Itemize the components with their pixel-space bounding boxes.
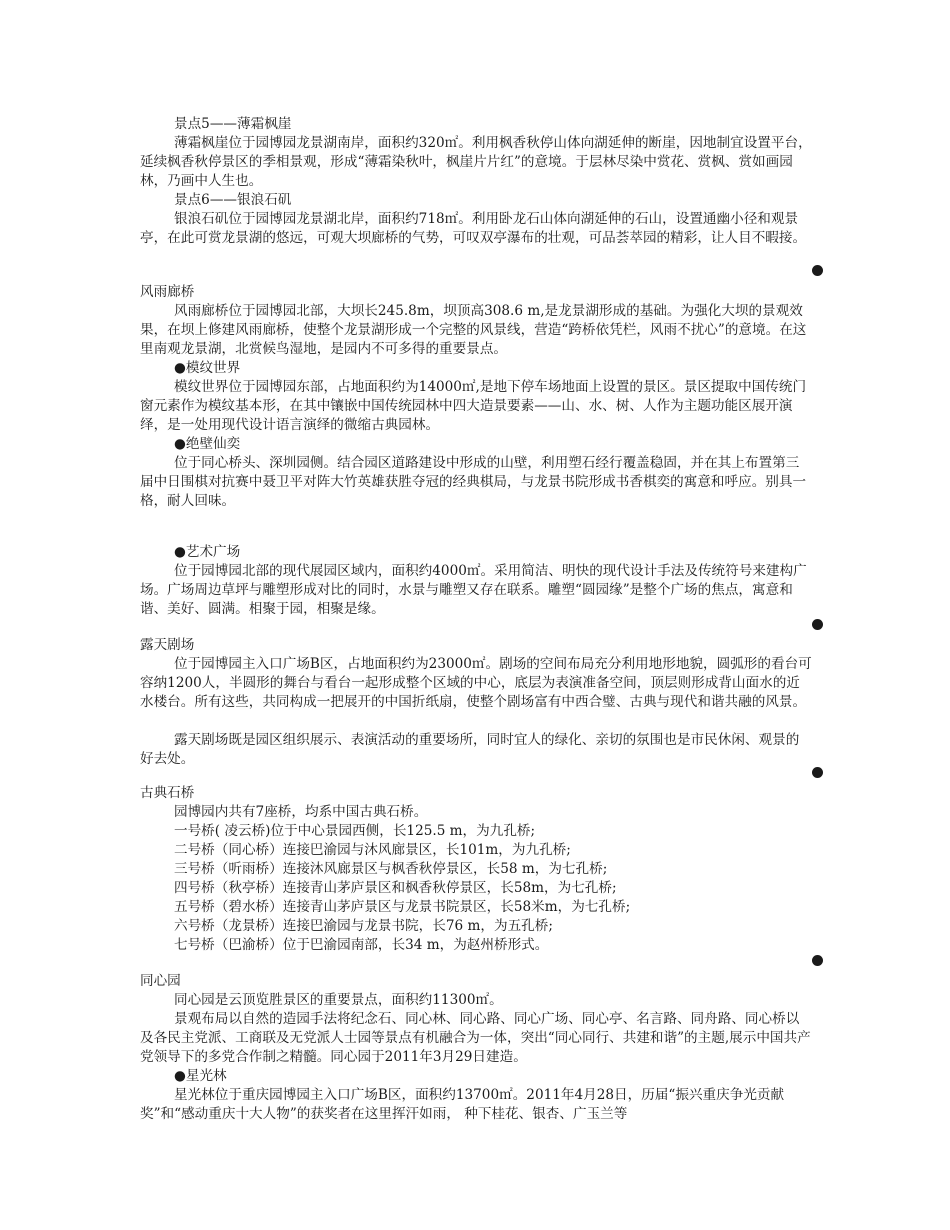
section-body-yi-shu: 位于园博园北部的现代展园区域内，面积约4000㎡。采用简洁、明快的现代设计手法及传统符号来建构广场。广场周边草坪与雕塑形成对比的同时，水景与雕塑又存在联系。雕塑“圆园缘”是整个广场的焦点，寓意和谐、美好、圆满。相聚于园，相聚是缘。: [140, 563, 807, 618]
bridge-item: 二号桥（同心桥）连接巴渝园与沐风廊景区，长101m，为九孔桥;: [174, 842, 571, 858]
section-title-bao-shuang: 景点5——薄霜枫崖: [174, 116, 292, 132]
section-title-lu-tian: 露天剧场: [140, 637, 195, 653]
section-body-gu-dian-intro: 园博园内共有7座桥，均系中国古典石桥。: [174, 804, 428, 820]
bullet-dot-marker: [812, 767, 823, 778]
bullet-dot-marker: [812, 619, 823, 630]
bridge-item: 五号桥（碧水桥）连接青山茅庐景区与龙景书院景区，长58米m，为七孔桥;: [174, 899, 631, 915]
section-body-xing-guang: 星光林位于重庆园博园主入口广场B区，面积约13700㎡。2011年4月28日，历届“振兴重庆争光贡献奖”和“感动重庆十大人物”的获奖者在这里挥汗如雨， 种下桂花、银杏、广玉兰等: [140, 1087, 785, 1123]
section-body-tong-xin-1: 同心园是云顶览胜景区的重要景点，面积约11300㎡。: [174, 992, 503, 1008]
section-title-jue-bi: ●绝壁仙奕: [174, 436, 241, 452]
section-title-xing-guang: ●星光林: [174, 1068, 227, 1084]
section-body-feng-yu: 风雨廊桥位于园博园北部，大坝长245.8m，坝顶高308.6 m,是龙景湖形成的基础。为强化大坝的景观效果，在坝上修建风雨廊桥，使整个龙景湖形成一个完整的风景线，营造“跨桥依凭栏，风雨不扰心”的意境。在这里南观龙景湖，北赏候鸟湿地，是园内不可多得的重要景点。: [140, 303, 807, 358]
section-body-lu-tian-2: 露天剧场既是园区组织展示、表演活动的重要场所，同时宜人的绿化、亲切的氛围也是市民休闲、观景的好去处。: [140, 732, 800, 768]
section-title-yin-lang: 景点6——银浪石矶: [174, 192, 292, 208]
bridge-item: 一号桥( 凌云桥)位于中心景园西侧，长125.5 m，为九孔桥;: [174, 823, 536, 839]
section-title-tong-xin: 同心园: [140, 973, 181, 989]
bullet-dot-marker: [812, 955, 823, 966]
bridge-item: 六号桥（龙景桥）连接巴渝园与龙景书院，长76 m，为五孔桥;: [174, 918, 553, 934]
bridge-item: 七号桥（巴渝桥）位于巴渝园南部，长34 m，为赵州桥形式。: [174, 937, 549, 953]
section-title-gu-dian: 古典石桥: [140, 785, 195, 801]
bullet-dot-marker: [812, 265, 823, 276]
section-body-yin-lang: 银浪石矶位于园博园龙景湖北岸，面积约718㎡。利用卧龙石山体向湖延伸的石山，设置通幽小径和观景亭，在此可赏龙景湖的悠远，可观大坝廊桥的气势，可叹双亭瀑布的壮观，可品荟萃园的精彩，让人目不暇接。: [140, 211, 807, 247]
section-title-mo-wen: ●模纹世界: [174, 360, 241, 376]
bridge-item: 三号桥（听雨桥）连接沐风廊景区与枫香秋停景区，长58 m，为七孔桥;: [174, 861, 608, 877]
bridge-item: 四号桥（秋亭桥）连接青山茅庐景区和枫香秋停景区，长58m，为七孔桥;: [174, 880, 617, 896]
section-body-tong-xin-2: 景观布局以自然的造园手法将纪念石、同心林、同心路、同心广场、同心亭、名言路、同舟路、同心桥以及各民主党派、工商联及无党派人士园等景点有机融合为一体，突出“同心同行、共建和谐”的主题,展示中国共产党领导下的多党合作制之精髓。同心园于2011年3月29日建造。: [140, 1011, 811, 1066]
section-body-lu-tian-1: 位于园博园主入口广场B区，占地面积约为23000㎡。剧场的空间布局充分利用地形地貌，圆弧形的看台可容纳1200人，半圆形的舞台与看台一起形成整个区域的中心，底层为表演准备空间，顶层则形成背山面水的近水楼台。所有这些，共同构成一把展开的中国折纸扇，使整个剧场富有中西合璧、古典与现代和谐共融的风景。: [140, 656, 812, 711]
section-body-mo-wen: 模纹世界位于园博园东部，占地面积约为14000㎡,是地下停车场地面上设置的景区。景区提取中国传统门窗元素作为模纹基本形，在其中镶嵌中国传统园林中四大造景要素——山、水、树、人作为主题功能区展开演绎，是一处用现代设计语言演绎的微缩古典园林。: [140, 379, 807, 434]
section-title-feng-yu: 风雨廊桥: [140, 284, 195, 300]
section-body-jue-bi: 位于同心桥头、深圳园侧。结合园区道路建设中形成的山壁，利用塑石经行覆盖稳固，并在其上布置第三届中日围棋对抗赛中聂卫平对阵大竹英雄获胜夺冠的经典棋局，与龙景书院形成书香棋奕的寓意和呼应。别具一格，耐人回味。: [140, 455, 807, 510]
section-title-yi-shu: ●艺术广场: [174, 544, 241, 560]
section-body-bao-shuang: 薄霜枫崖位于园博园龙景湖南岸，面积约320㎡。利用枫香秋停山体向湖延伸的断崖，因地制宜设置平台，延续枫香秋停景区的季相景观，形成“薄霜染秋叶，枫崖片片红”的意境。于层林尽染中赏花、赏枫、赏如画园林，乃画中人生也。: [140, 135, 812, 190]
